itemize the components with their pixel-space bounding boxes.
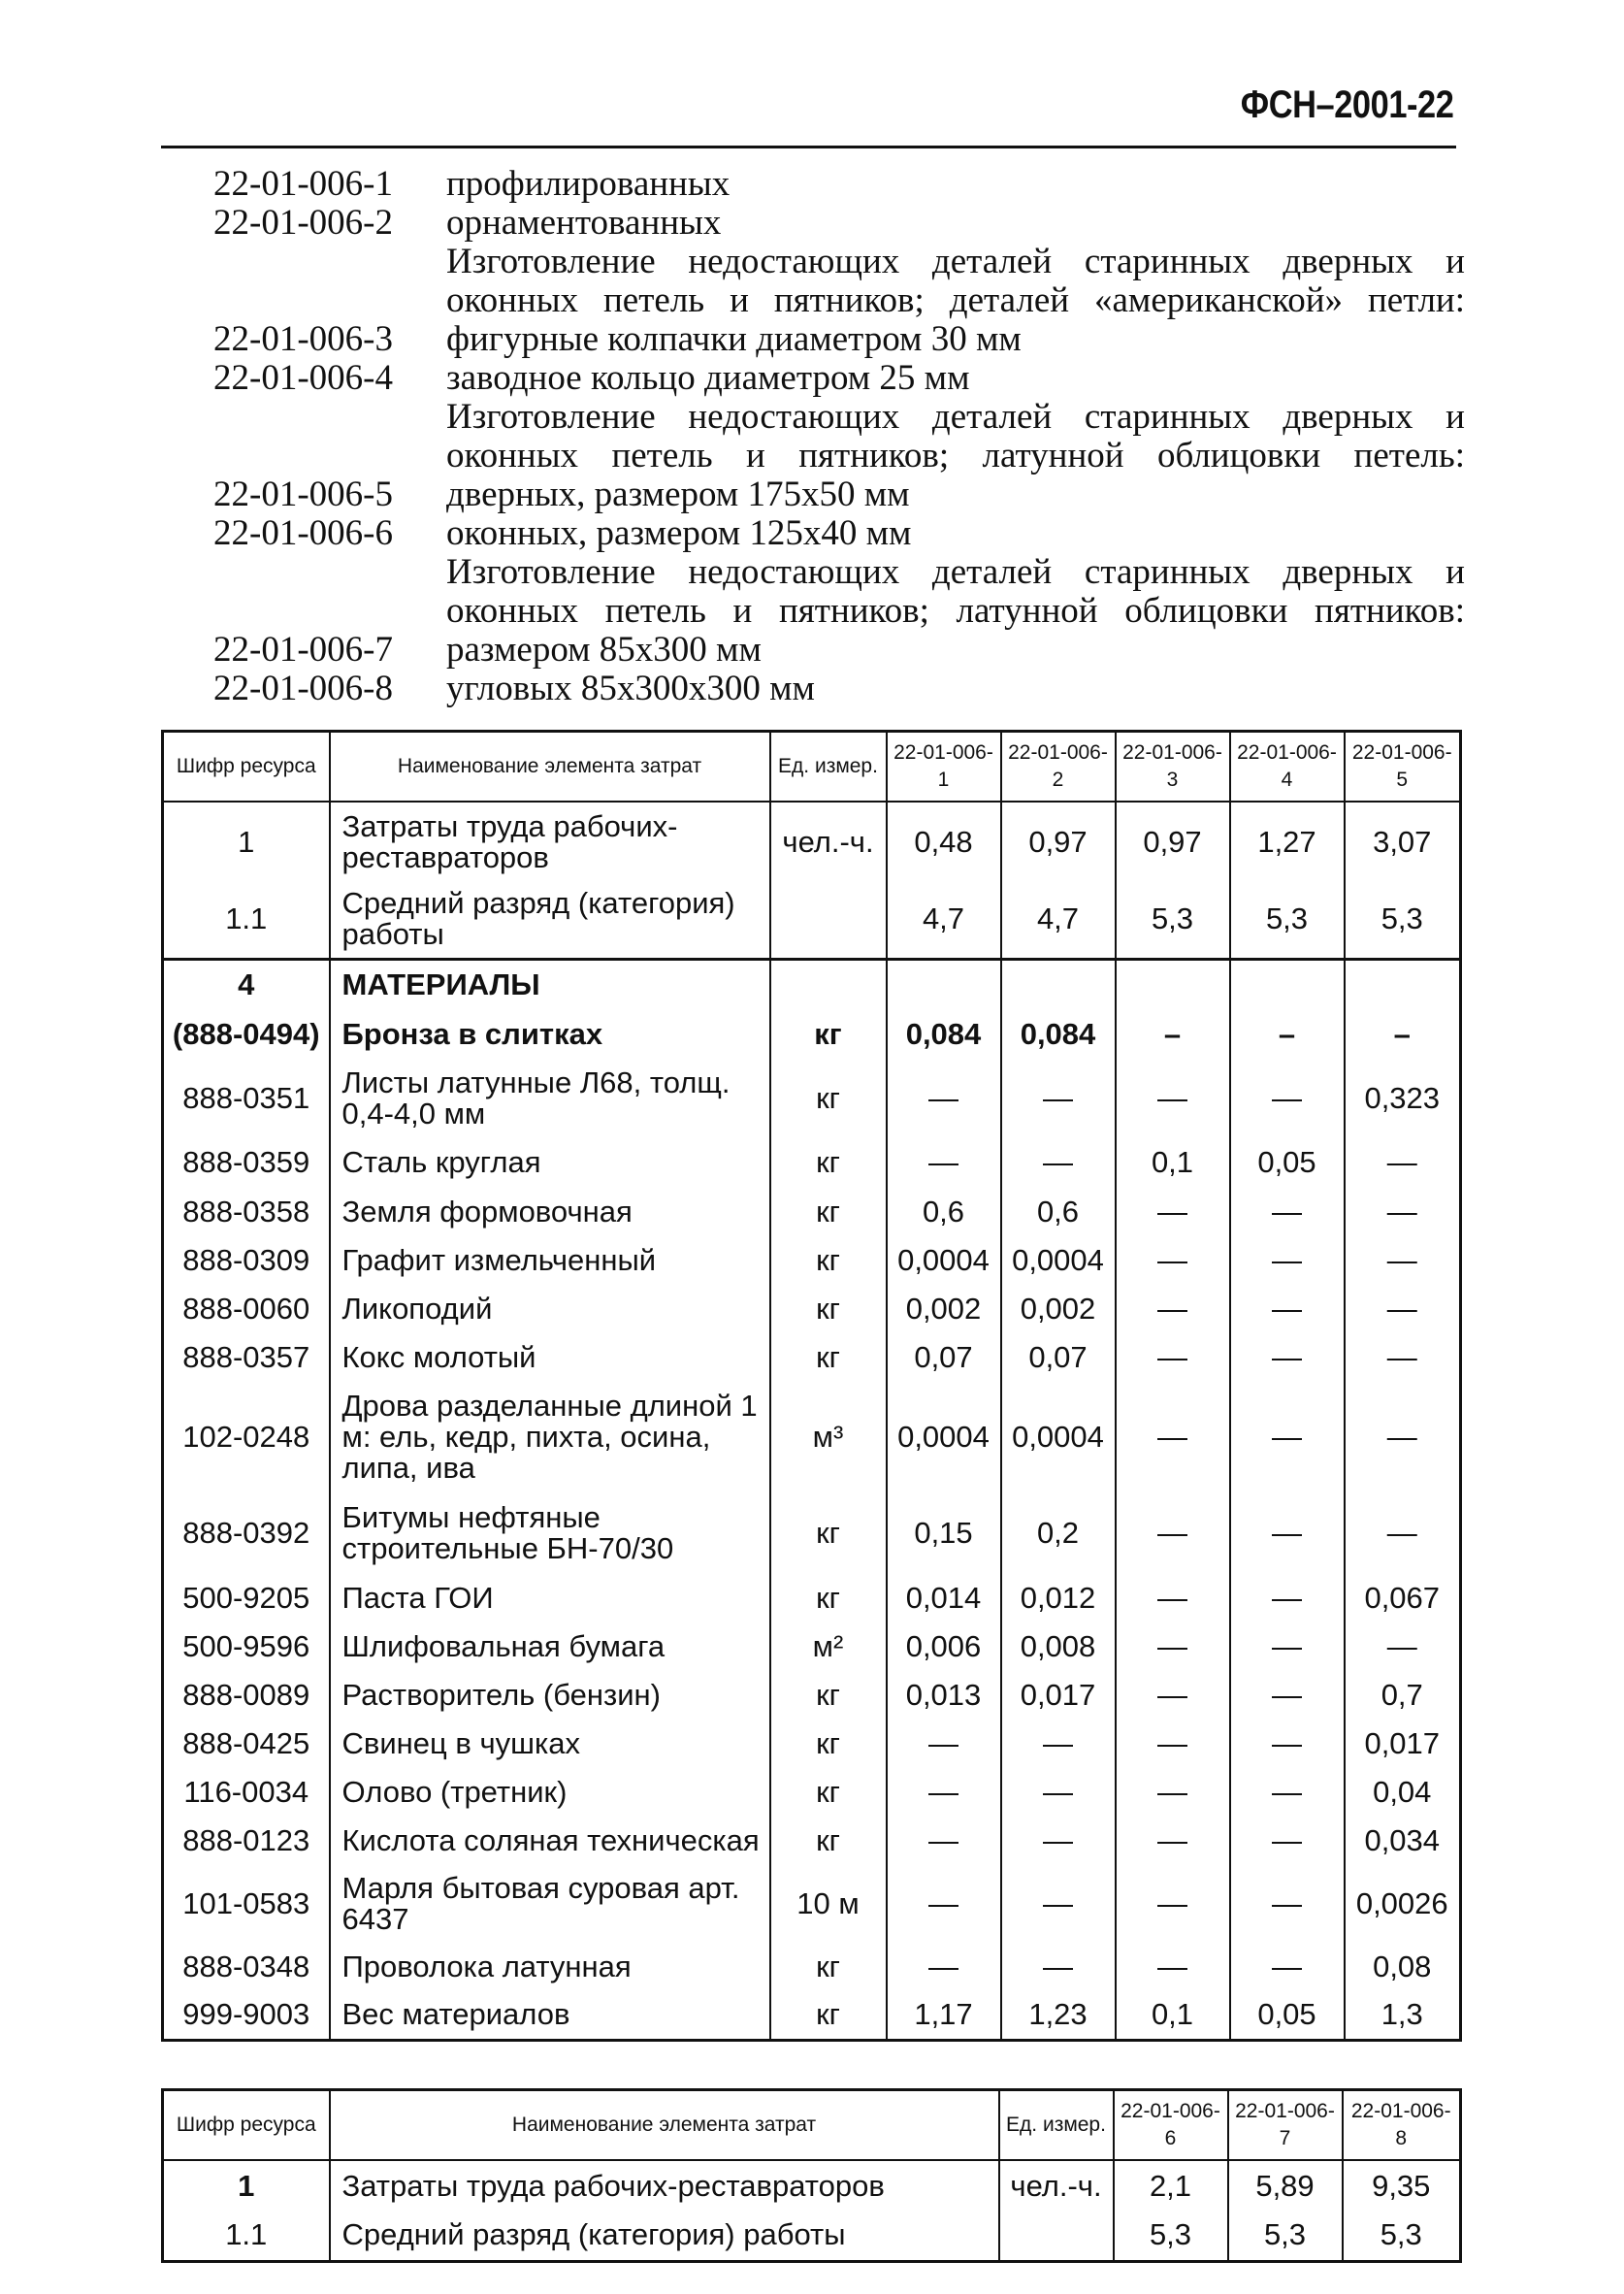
value-cell: — xyxy=(1230,1188,1345,1236)
unit-cell: кг xyxy=(770,1236,887,1285)
table-row xyxy=(163,1622,1461,1671)
value-cell: 0,05 xyxy=(1230,1991,1345,2040)
unit-cell: кг xyxy=(770,1285,887,1333)
work-item-text: размером 85x300 мм xyxy=(446,630,762,670)
cost-element-name: Бронза в слитках xyxy=(330,1009,770,1060)
value-cell: — xyxy=(1230,1720,1345,1768)
work-item-text: Изготовление недостающих деталей старинных дверных и xyxy=(446,552,1465,592)
value-cell: 0,05 xyxy=(1230,1137,1345,1188)
work-item-code: 22-01-006-8 xyxy=(213,669,393,708)
value-cell: — xyxy=(1345,1236,1461,1285)
cost-element-name: Средний разряд (категория) работы xyxy=(330,881,770,959)
value-cell: 0,07 xyxy=(887,1333,1001,1382)
cost-element-name: Земля формовочная xyxy=(330,1188,770,1236)
value-cell: — xyxy=(1116,1188,1230,1236)
value-cell: 0,013 xyxy=(887,1671,1001,1720)
value-cell: — xyxy=(1345,1137,1461,1188)
cost-element-name: Затраты труда рабочих-реставраторов xyxy=(330,2160,999,2211)
value-cell: — xyxy=(1001,1137,1116,1188)
value-cell: 4,7 xyxy=(887,881,1001,959)
header-col: 22-01-006-3 xyxy=(1116,732,1230,803)
value-cell: 5,3 xyxy=(1343,2211,1461,2261)
unit-cell xyxy=(999,2211,1114,2261)
work-item xyxy=(213,670,1465,708)
resource-code: 888-0392 xyxy=(163,1492,330,1574)
cost-element-name: Марля бытовая суровая арт. 6437 xyxy=(330,1865,770,1943)
value-cell: — xyxy=(887,1943,1001,1991)
value-cell xyxy=(1001,959,1116,1009)
value-cell xyxy=(1116,959,1230,1009)
work-item-text: Изготовление недостающих деталей старинных дверных и xyxy=(446,397,1465,437)
work-item-code: 22-01-006-6 xyxy=(213,513,393,553)
resource-code: 888-0309 xyxy=(163,1236,330,1285)
value-cell: 0,6 xyxy=(1001,1188,1116,1236)
value-cell: 4,7 xyxy=(1001,881,1116,959)
value-cell: — xyxy=(1230,1333,1345,1382)
value-cell: — xyxy=(1116,1768,1230,1817)
resource-code: 999-9003 xyxy=(163,1991,330,2040)
value-cell: 0,008 xyxy=(1001,1622,1116,1671)
value-cell: — xyxy=(1116,1574,1230,1622)
value-cell: 0,07 xyxy=(1001,1333,1116,1382)
value-cell: 1,3 xyxy=(1345,1991,1461,2040)
table-row xyxy=(163,1865,1461,1943)
resource-code: 500-9205 xyxy=(163,1574,330,1622)
work-items-list xyxy=(213,165,1465,708)
table-row xyxy=(163,1574,1461,1622)
work-item xyxy=(213,631,1465,670)
resource-code: 1.1 xyxy=(163,2211,330,2261)
table-row xyxy=(163,959,1461,1009)
resource-code: 888-0358 xyxy=(163,1188,330,1236)
cost-element-name: Паста ГОИ xyxy=(330,1574,770,1622)
value-cell: 0,012 xyxy=(1001,1574,1116,1622)
unit-cell: чел.-ч. xyxy=(770,802,887,881)
value-cell: 0,48 xyxy=(887,802,1001,881)
value-cell: 5,3 xyxy=(1230,881,1345,959)
cost-element-name: Дрова разделанные длиной 1 м: ель, кедр, пихта, осина, липа, ива xyxy=(330,1382,770,1492)
value-cell: — xyxy=(1345,1492,1461,1574)
value-cell: — xyxy=(1230,1574,1345,1622)
value-cell: — xyxy=(1230,1768,1345,1817)
value-cell: — xyxy=(1116,1671,1230,1720)
value-cell: 1,27 xyxy=(1230,802,1345,881)
value-cell: — xyxy=(1345,1622,1461,1671)
value-cell: 0,0026 xyxy=(1345,1865,1461,1943)
table-row xyxy=(163,1817,1461,1865)
work-item-text: оконных, размером 125x40 мм xyxy=(446,513,912,553)
value-cell: 0,97 xyxy=(1001,802,1116,881)
cost-element-name: Листы латунные Л68, толщ. 0,4-4,0 мм xyxy=(330,1060,770,1137)
unit-cell: кг xyxy=(770,1817,887,1865)
table-header-row xyxy=(163,2090,1461,2161)
header-unit: Ед. измер. xyxy=(999,2090,1114,2161)
value-cell xyxy=(1345,959,1461,1009)
work-item-code xyxy=(213,398,446,437)
unit-cell: кг xyxy=(770,1768,887,1817)
value-cell: 9,35 xyxy=(1343,2160,1461,2211)
value-cell: – xyxy=(1116,1009,1230,1060)
cost-element-name: Затраты труда рабочих-реставраторов xyxy=(330,802,770,881)
resource-code: 888-0425 xyxy=(163,1720,330,1768)
work-item-code: 22-01-006-2 xyxy=(213,203,393,243)
header-code: Шифр ресурса xyxy=(163,732,330,803)
value-cell: — xyxy=(1116,1382,1230,1492)
value-cell: — xyxy=(1001,1768,1116,1817)
value-cell: — xyxy=(1230,1236,1345,1285)
value-cell: 0,04 xyxy=(1345,1768,1461,1817)
work-item xyxy=(213,359,1465,398)
work-item-code xyxy=(213,553,446,592)
value-cell: 0,0004 xyxy=(1001,1236,1116,1285)
unit-cell: кг xyxy=(770,1333,887,1382)
header-col: 22-01-006-7 xyxy=(1228,2090,1343,2161)
value-cell: — xyxy=(1230,1285,1345,1333)
table-row xyxy=(163,2160,1461,2211)
value-cell: – xyxy=(1345,1009,1461,1060)
value-cell: — xyxy=(1230,1382,1345,1492)
table-row xyxy=(163,1009,1461,1060)
table-row xyxy=(163,1333,1461,1382)
value-cell: 0,002 xyxy=(1001,1285,1116,1333)
table-row xyxy=(163,881,1461,959)
value-cell: — xyxy=(1001,1060,1116,1137)
value-cell: — xyxy=(1116,1285,1230,1333)
value-cell: 0,0004 xyxy=(887,1382,1001,1492)
cost-element-name: Шлифовальная бумага xyxy=(330,1622,770,1671)
value-cell: 0,084 xyxy=(1001,1009,1116,1060)
resource-code: (888-0494) xyxy=(163,1009,330,1060)
value-cell: 0,1 xyxy=(1116,1137,1230,1188)
value-cell: — xyxy=(1230,1817,1345,1865)
resource-code: 888-0089 xyxy=(163,1671,330,1720)
value-cell: — xyxy=(887,1865,1001,1943)
value-cell: — xyxy=(887,1720,1001,1768)
value-cell: — xyxy=(1345,1333,1461,1382)
resource-code: 888-0351 xyxy=(163,1060,330,1137)
resource-code: 1 xyxy=(163,802,330,881)
value-cell: 1,23 xyxy=(1001,1991,1116,2040)
value-cell: 0,017 xyxy=(1345,1720,1461,1768)
value-cell: — xyxy=(1116,1943,1230,1991)
value-cell xyxy=(1230,959,1345,1009)
value-cell: — xyxy=(1001,1943,1116,1991)
work-item-text: орнаментованных xyxy=(446,203,722,243)
resource-code: 102-0248 xyxy=(163,1382,330,1492)
resource-code: 500-9596 xyxy=(163,1622,330,1671)
value-cell: 3,07 xyxy=(1345,802,1461,881)
resource-code: 888-0357 xyxy=(163,1333,330,1382)
header-col: 22-01-006-2 xyxy=(1001,732,1116,803)
table-row xyxy=(163,1492,1461,1574)
value-cell xyxy=(887,959,1001,1009)
unit-cell: кг xyxy=(770,1671,887,1720)
cost-element-name: Средний разряд (категория) работы xyxy=(330,2211,999,2261)
unit-cell: кг xyxy=(770,1991,887,2040)
table-row xyxy=(163,802,1461,881)
value-cell: 0,15 xyxy=(887,1492,1001,1574)
work-item xyxy=(213,243,1465,281)
header-rule xyxy=(161,146,1456,148)
header-code: Шифр ресурса xyxy=(163,2090,330,2161)
value-cell: 0,97 xyxy=(1116,802,1230,881)
value-cell: — xyxy=(1230,1492,1345,1574)
resource-code: 1.1 xyxy=(163,881,330,959)
value-cell: — xyxy=(1116,1720,1230,1768)
table-row xyxy=(163,1720,1461,1768)
work-item-text: профилированных xyxy=(446,164,731,204)
work-item xyxy=(213,281,1465,320)
table-row xyxy=(163,1060,1461,1137)
work-item-code xyxy=(213,281,446,320)
header-unit: Ед. измер. xyxy=(770,732,887,803)
value-cell: — xyxy=(887,1060,1001,1137)
value-cell: 2,1 xyxy=(1114,2160,1228,2211)
table-row xyxy=(163,1188,1461,1236)
work-item xyxy=(213,592,1465,631)
work-item xyxy=(213,320,1465,359)
value-cell: — xyxy=(887,1768,1001,1817)
value-cell: 0,034 xyxy=(1345,1817,1461,1865)
table-row xyxy=(163,1991,1461,2040)
value-cell: 0,017 xyxy=(1001,1671,1116,1720)
resource-code: 1 xyxy=(163,2160,330,2211)
document-code: ФСН–2001-22 xyxy=(1240,83,1453,126)
resource-code: 116-0034 xyxy=(163,1768,330,1817)
work-item xyxy=(213,553,1465,592)
work-item-text: дверных, размером 175x50 мм xyxy=(446,475,910,514)
value-cell: — xyxy=(1230,1671,1345,1720)
resource-code: 888-0123 xyxy=(163,1817,330,1865)
unit-cell: кг xyxy=(770,1060,887,1137)
value-cell: 0,2 xyxy=(1001,1492,1116,1574)
work-item-code: 22-01-006-5 xyxy=(213,475,393,514)
value-cell: 0,067 xyxy=(1345,1574,1461,1622)
resource-table-2 xyxy=(161,2088,1462,2263)
work-item xyxy=(213,437,1465,475)
work-item-text: угловых 85x300x300 мм xyxy=(446,669,815,708)
value-cell: 5,89 xyxy=(1228,2160,1343,2211)
resource-table-1 xyxy=(161,730,1462,2042)
value-cell: 0,7 xyxy=(1345,1671,1461,1720)
cost-element-name: Свинец в чушках xyxy=(330,1720,770,1768)
work-item xyxy=(213,475,1465,514)
resource-code: 888-0348 xyxy=(163,1943,330,1991)
value-cell: – xyxy=(1230,1009,1345,1060)
value-cell: — xyxy=(1345,1382,1461,1492)
work-item-code: 22-01-006-3 xyxy=(213,319,393,359)
unit-cell: м² xyxy=(770,1622,887,1671)
unit-cell: кг xyxy=(770,1574,887,1622)
header-name: Наименование элемента затрат xyxy=(330,2090,999,2161)
resource-code: 888-0359 xyxy=(163,1137,330,1188)
header-name: Наименование элемента затрат xyxy=(330,732,770,803)
value-cell: — xyxy=(1116,1622,1230,1671)
cost-element-name: Кокс молотый xyxy=(330,1333,770,1382)
table-row xyxy=(163,1382,1461,1492)
work-item-text: оконных петель и пятников; латунной облицовки петель: xyxy=(446,436,1465,475)
value-cell: — xyxy=(1116,1236,1230,1285)
unit-cell: кг xyxy=(770,1492,887,1574)
work-item xyxy=(213,514,1465,553)
resource-code: 888-0060 xyxy=(163,1285,330,1333)
cost-element-name: Битумы нефтяные строительные БН-70/30 xyxy=(330,1492,770,1574)
value-cell: — xyxy=(1116,1492,1230,1574)
cost-element-name: Кислота соляная техническая xyxy=(330,1817,770,1865)
value-cell: 5,3 xyxy=(1114,2211,1228,2261)
table-header-row xyxy=(163,732,1461,803)
cost-element-name: МАТЕРИАЛЫ xyxy=(330,959,770,1009)
value-cell: 0,002 xyxy=(887,1285,1001,1333)
header-col: 22-01-006-6 xyxy=(1114,2090,1228,2161)
table-row xyxy=(163,1768,1461,1817)
value-cell: — xyxy=(1345,1188,1461,1236)
unit-cell: чел.-ч. xyxy=(999,2160,1114,2211)
table-row xyxy=(163,1285,1461,1333)
value-cell: 0,084 xyxy=(887,1009,1001,1060)
table-row xyxy=(163,1236,1461,1285)
value-cell: — xyxy=(1230,1865,1345,1943)
unit-cell: кг xyxy=(770,1009,887,1060)
value-cell: — xyxy=(887,1817,1001,1865)
cost-element-name: Растворитель (бензин) xyxy=(330,1671,770,1720)
unit-cell: м³ xyxy=(770,1382,887,1492)
work-item xyxy=(213,165,1465,204)
table-row xyxy=(163,1671,1461,1720)
table-row xyxy=(163,2211,1461,2261)
value-cell: — xyxy=(1230,1060,1345,1137)
cost-element-name: Сталь круглая xyxy=(330,1137,770,1188)
value-cell: 0,323 xyxy=(1345,1060,1461,1137)
value-cell: — xyxy=(1001,1817,1116,1865)
unit-cell: 10 м xyxy=(770,1865,887,1943)
value-cell: 0,08 xyxy=(1345,1943,1461,1991)
unit-cell xyxy=(770,881,887,959)
value-cell: — xyxy=(1230,1943,1345,1991)
value-cell: 0,6 xyxy=(887,1188,1001,1236)
value-cell: 1,17 xyxy=(887,1991,1001,2040)
header-col: 22-01-006-4 xyxy=(1230,732,1345,803)
value-cell: 5,3 xyxy=(1345,881,1461,959)
work-item xyxy=(213,204,1465,243)
value-cell: 0,1 xyxy=(1116,1991,1230,2040)
cost-element-name: Проволока латунная xyxy=(330,1943,770,1991)
cost-element-name: Вес материалов xyxy=(330,1991,770,2040)
unit-cell xyxy=(770,959,887,1009)
value-cell: 0,0004 xyxy=(887,1236,1001,1285)
work-item-text: Изготовление недостающих деталей старинных дверных и xyxy=(446,242,1465,281)
header-col: 22-01-006-8 xyxy=(1343,2090,1461,2161)
resource-code: 4 xyxy=(163,959,330,1009)
value-cell: — xyxy=(1116,1817,1230,1865)
table-row xyxy=(163,1943,1461,1991)
cost-element-name: Олово (третник) xyxy=(330,1768,770,1817)
work-item-code xyxy=(213,592,446,631)
work-item-code: 22-01-006-7 xyxy=(213,630,393,670)
work-item-code xyxy=(213,437,446,475)
work-item-text: заводное кольцо диаметром 25 мм xyxy=(446,358,970,398)
unit-cell: кг xyxy=(770,1720,887,1768)
value-cell: 5,3 xyxy=(1228,2211,1343,2261)
value-cell: — xyxy=(1001,1865,1116,1943)
value-cell: 0,006 xyxy=(887,1622,1001,1671)
work-item xyxy=(213,398,1465,437)
header-col: 22-01-006-5 xyxy=(1345,732,1461,803)
value-cell: — xyxy=(1116,1865,1230,1943)
work-item-code: 22-01-006-1 xyxy=(213,164,393,204)
value-cell: — xyxy=(1230,1622,1345,1671)
cost-element-name: Графит измельченный xyxy=(330,1236,770,1285)
work-item-text: фигурные колпачки диаметром 30 мм xyxy=(446,319,1022,359)
value-cell: — xyxy=(1116,1333,1230,1382)
value-cell: — xyxy=(1116,1060,1230,1137)
unit-cell: кг xyxy=(770,1137,887,1188)
value-cell: 0,014 xyxy=(887,1574,1001,1622)
unit-cell: кг xyxy=(770,1188,887,1236)
work-item-code xyxy=(213,243,446,281)
table-row xyxy=(163,1137,1461,1188)
resource-code: 101-0583 xyxy=(163,1865,330,1943)
value-cell: — xyxy=(1345,1285,1461,1333)
work-item-code: 22-01-006-4 xyxy=(213,358,393,398)
value-cell: 5,3 xyxy=(1116,881,1230,959)
value-cell: — xyxy=(1001,1720,1116,1768)
cost-element-name: Ликоподий xyxy=(330,1285,770,1333)
header-col: 22-01-006-1 xyxy=(887,732,1001,803)
work-item-text: оконных петель и пятников; деталей «американской» петли: xyxy=(446,280,1465,320)
work-item-text: оконных петель и пятников; латунной облицовки пятников: xyxy=(446,591,1465,631)
value-cell: 0,0004 xyxy=(1001,1382,1116,1492)
value-cell: — xyxy=(887,1137,1001,1188)
unit-cell: кг xyxy=(770,1943,887,1991)
